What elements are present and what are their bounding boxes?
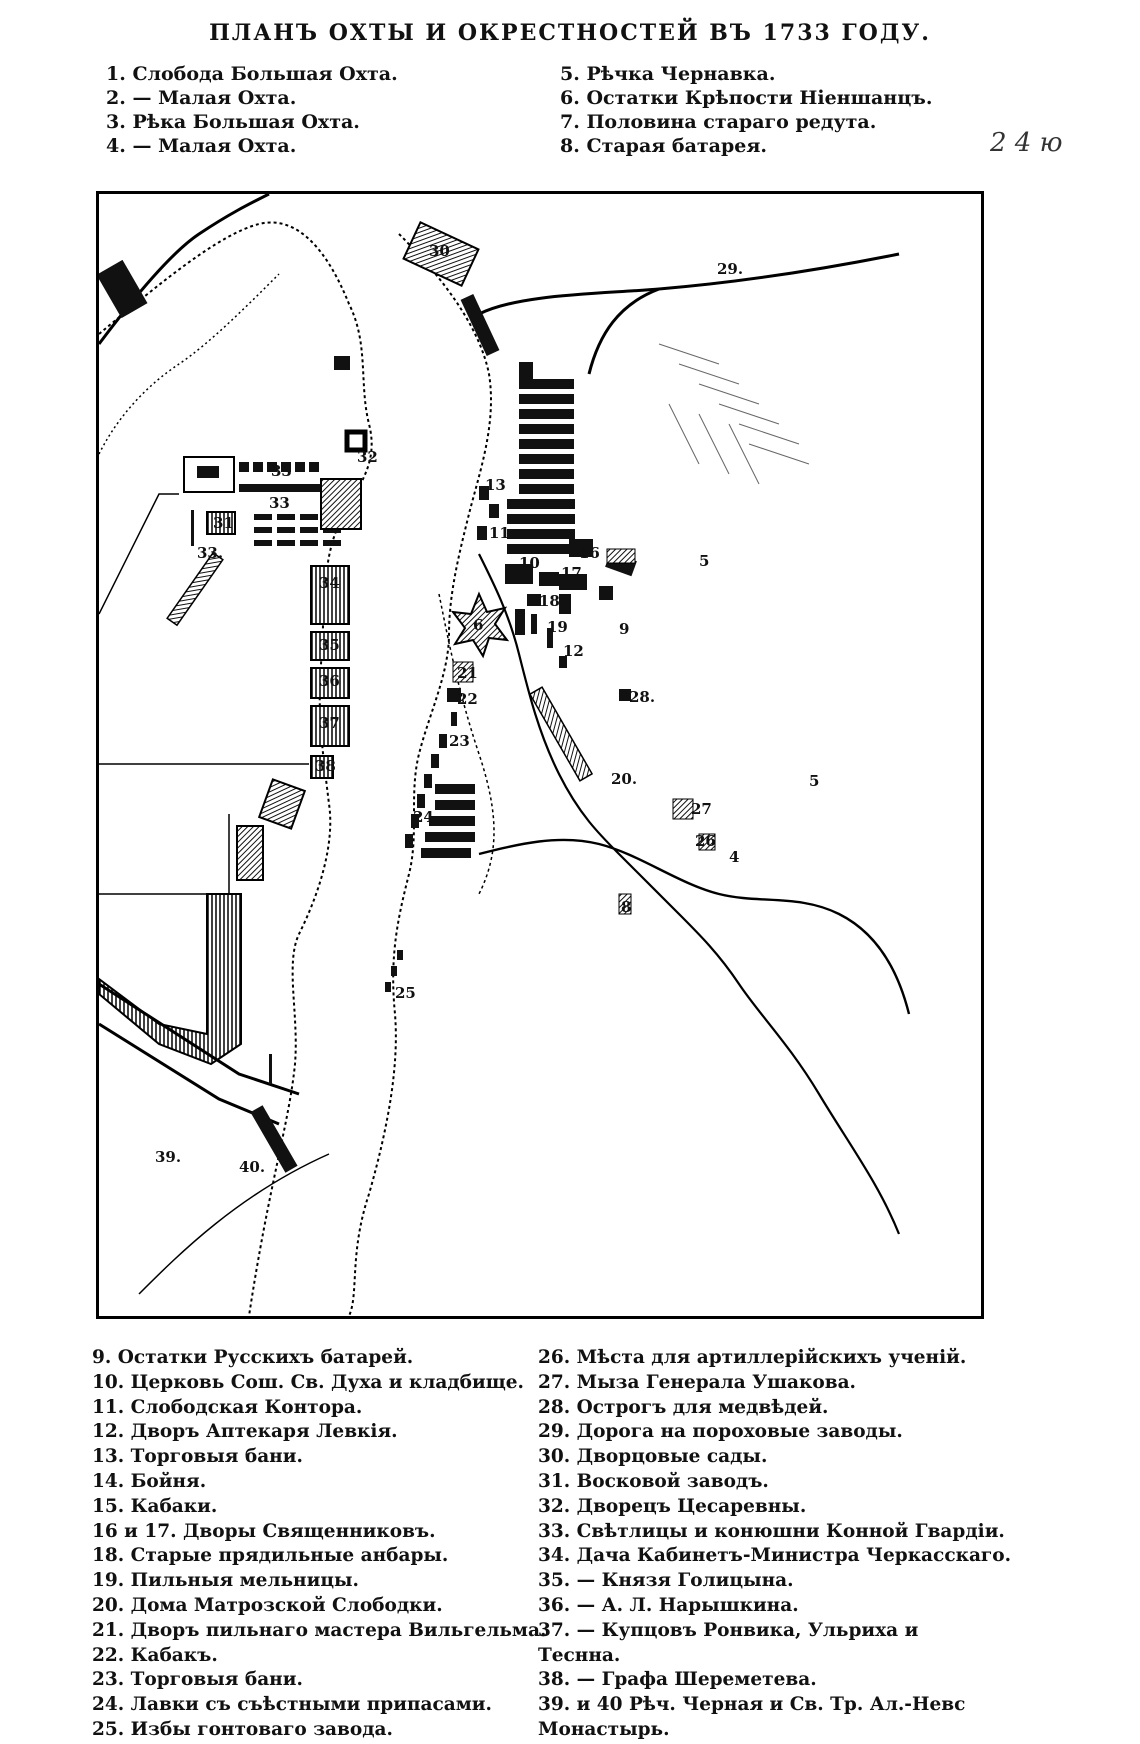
- map-label-5a: 5: [699, 552, 710, 570]
- handwritten-note: 2 4 ю: [990, 128, 1063, 158]
- legend-item: 25. Избы гонтоваго завода.: [92, 1718, 393, 1740]
- building: [237, 826, 263, 880]
- horizontal-line-2: [99, 814, 229, 894]
- map-label-5b: 5: [809, 772, 820, 790]
- map-label-33b: 33: [269, 494, 290, 512]
- legend-item: 37. — Купцовъ Ронвика, Ульриха и: [538, 1619, 919, 1641]
- road-29: [479, 254, 899, 314]
- map-label-12: 12: [563, 642, 584, 660]
- map-label-33a: 33: [271, 462, 292, 480]
- map-label-26: 26: [695, 832, 716, 850]
- legend-item: 20. Дома Матрозской Слободки.: [92, 1594, 443, 1616]
- legend-item: 36. — А. Л. Нарышкина.: [538, 1594, 799, 1616]
- post: [269, 1054, 272, 1084]
- map-label-9: 9: [619, 620, 630, 638]
- map-label-4: 4: [729, 848, 740, 866]
- legend-bottom-right: [538, 1346, 1011, 1743]
- legend-top-left: [106, 62, 398, 158]
- map-label-31: 31: [213, 514, 234, 532]
- okhta-river-lower: [479, 840, 909, 1014]
- map-label-13: 13: [485, 476, 506, 494]
- map-label-37: 37: [319, 714, 340, 732]
- legend-item: 14. Бойня.: [92, 1470, 207, 1492]
- post: [191, 510, 194, 546]
- map-label-40: 40.: [239, 1158, 266, 1176]
- legend-item: 27. Мыза Генерала Ушакова.: [538, 1371, 856, 1393]
- map-label-10: 10: [519, 554, 540, 572]
- legend-bottom-left: [92, 1346, 546, 1743]
- legend-item: 12. Дворъ Аптекаря Левкія.: [92, 1421, 398, 1443]
- legend-item: 33. Свѣтлицы и конюшни Конной Гвардіи.: [538, 1520, 1005, 1542]
- map-label-36: 36: [319, 672, 340, 690]
- map-label-8: 8: [621, 898, 632, 916]
- legend-item: 4. — Малая Охта.: [106, 135, 297, 157]
- building-33-long: [167, 553, 223, 625]
- building: [334, 356, 350, 370]
- legend-item: 7. Половина стараго редута.: [560, 111, 877, 133]
- map-title: ПЛАНЪ ОХТЫ И ОКРЕСТНОСТЕЙ ВЪ 1733 ГОДУ.: [209, 20, 931, 46]
- map-label-35: 35: [319, 636, 340, 654]
- map-label-27: 27: [691, 800, 712, 818]
- map-label-17: 17: [561, 564, 582, 582]
- map-label-21: 21: [457, 664, 478, 682]
- map-label-22: 22: [457, 690, 478, 708]
- map-label-20: 20.: [611, 770, 638, 788]
- legend-top-right: [560, 62, 932, 158]
- legend-item: 10. Церковь Сош. Св. Духа и кладбище.: [92, 1371, 524, 1393]
- legend-item: 32. Дворецъ Цесаревны.: [538, 1495, 807, 1517]
- legend-item: 1. Слобода Большая Охта.: [106, 63, 398, 85]
- okhta-river-upper: [479, 554, 899, 1234]
- map-canvas[interactable]: [99, 194, 981, 1316]
- road-bottom-left: [139, 1154, 329, 1294]
- legend-item: 28. Острогъ для медвѣдей.: [538, 1396, 829, 1418]
- map-labels: [155, 242, 819, 1176]
- legend-item: 30. Дворцовые сады.: [538, 1446, 768, 1468]
- map-label-25: 25: [395, 984, 416, 1002]
- legend-item: 3. Рѣка Большая Охта.: [106, 111, 360, 133]
- map-label-33c: 33.: [197, 544, 224, 562]
- legend-item: 9. Остатки Русскихъ батарей.: [92, 1347, 414, 1368]
- map-label-11: 11: [489, 524, 510, 542]
- map-label-29: 29.: [717, 260, 744, 278]
- legend-item: 24. Лавки съ съѣстными припасами.: [92, 1694, 492, 1716]
- legend-item: 38. — Графа Шереметева.: [538, 1669, 817, 1691]
- legend-item: 18. Старые прядильные анбары.: [92, 1545, 449, 1567]
- left-road: [99, 494, 179, 614]
- map-label-24: 24: [413, 808, 434, 826]
- legend-item: 35. — Князя Голицына.: [538, 1570, 794, 1592]
- legend-item: 39. и 40 Рѣч. Черная и Св. Тр. Ал.-Невс: [538, 1694, 966, 1716]
- sawmills: [530, 687, 592, 781]
- legend-item: 8. Старая батарея.: [560, 135, 767, 157]
- legend-item: 31. Восковой заводъ.: [538, 1470, 769, 1492]
- map-label-39: 39.: [155, 1148, 182, 1166]
- legend-item: 22. Кабакъ.: [92, 1644, 218, 1666]
- field-hatching: [659, 344, 809, 484]
- legend-item: 13. Торговыя бани.: [92, 1446, 303, 1468]
- building-32: [321, 479, 361, 529]
- legend-item: 16 и 17. Дворы Священниковъ.: [92, 1520, 436, 1542]
- legend-item: 19. Пильныя мельницы.: [92, 1570, 359, 1592]
- legend-item: 6. Остатки Крѣпости Ніеншанцъ.: [560, 87, 933, 109]
- map-label-18: 18: [539, 592, 560, 610]
- legend-item: Монастырь.: [538, 1718, 670, 1740]
- legend-item: 26. Мѣста для артиллерійскихъ ученій.: [538, 1347, 967, 1368]
- map-label-30: 30: [429, 242, 450, 260]
- neva-right-bank: [349, 234, 491, 1316]
- legend-item: 34. Дача Кабинетъ-Министра Черкасскаго.: [538, 1545, 1012, 1567]
- map-label-38: 38: [315, 757, 336, 775]
- map-frame[interactable]: [96, 191, 984, 1319]
- legend-item: Теснна.: [538, 1644, 621, 1666]
- legend-item: 21. Дворъ пильнаго мастера Вильгельма.: [92, 1619, 547, 1641]
- map-label-23: 23: [449, 732, 470, 750]
- building: [197, 466, 219, 478]
- map-label-6: 6: [473, 616, 484, 634]
- legend-item: 29. Дорога на пороховые заводы.: [538, 1421, 903, 1443]
- legend-item: 23. Торговыя бани.: [92, 1669, 303, 1691]
- map-label-34: 34: [319, 574, 340, 592]
- map-label-19: 19: [547, 618, 568, 636]
- map-label-28: 28.: [629, 688, 656, 706]
- legend-item: 5. Рѣчка Чернавка.: [560, 63, 776, 85]
- building: [259, 779, 305, 828]
- road-29-branch: [589, 289, 659, 374]
- map-label-16: 16: [579, 544, 600, 562]
- legend-item: 2. — Малая Охта.: [106, 87, 297, 109]
- legend-item: 11. Слободская Контора.: [92, 1396, 363, 1418]
- legend-item: 15. Кабаки.: [92, 1495, 218, 1517]
- map-label-32: 32: [357, 448, 378, 466]
- lower-buildings: [385, 549, 715, 992]
- building: [99, 260, 147, 318]
